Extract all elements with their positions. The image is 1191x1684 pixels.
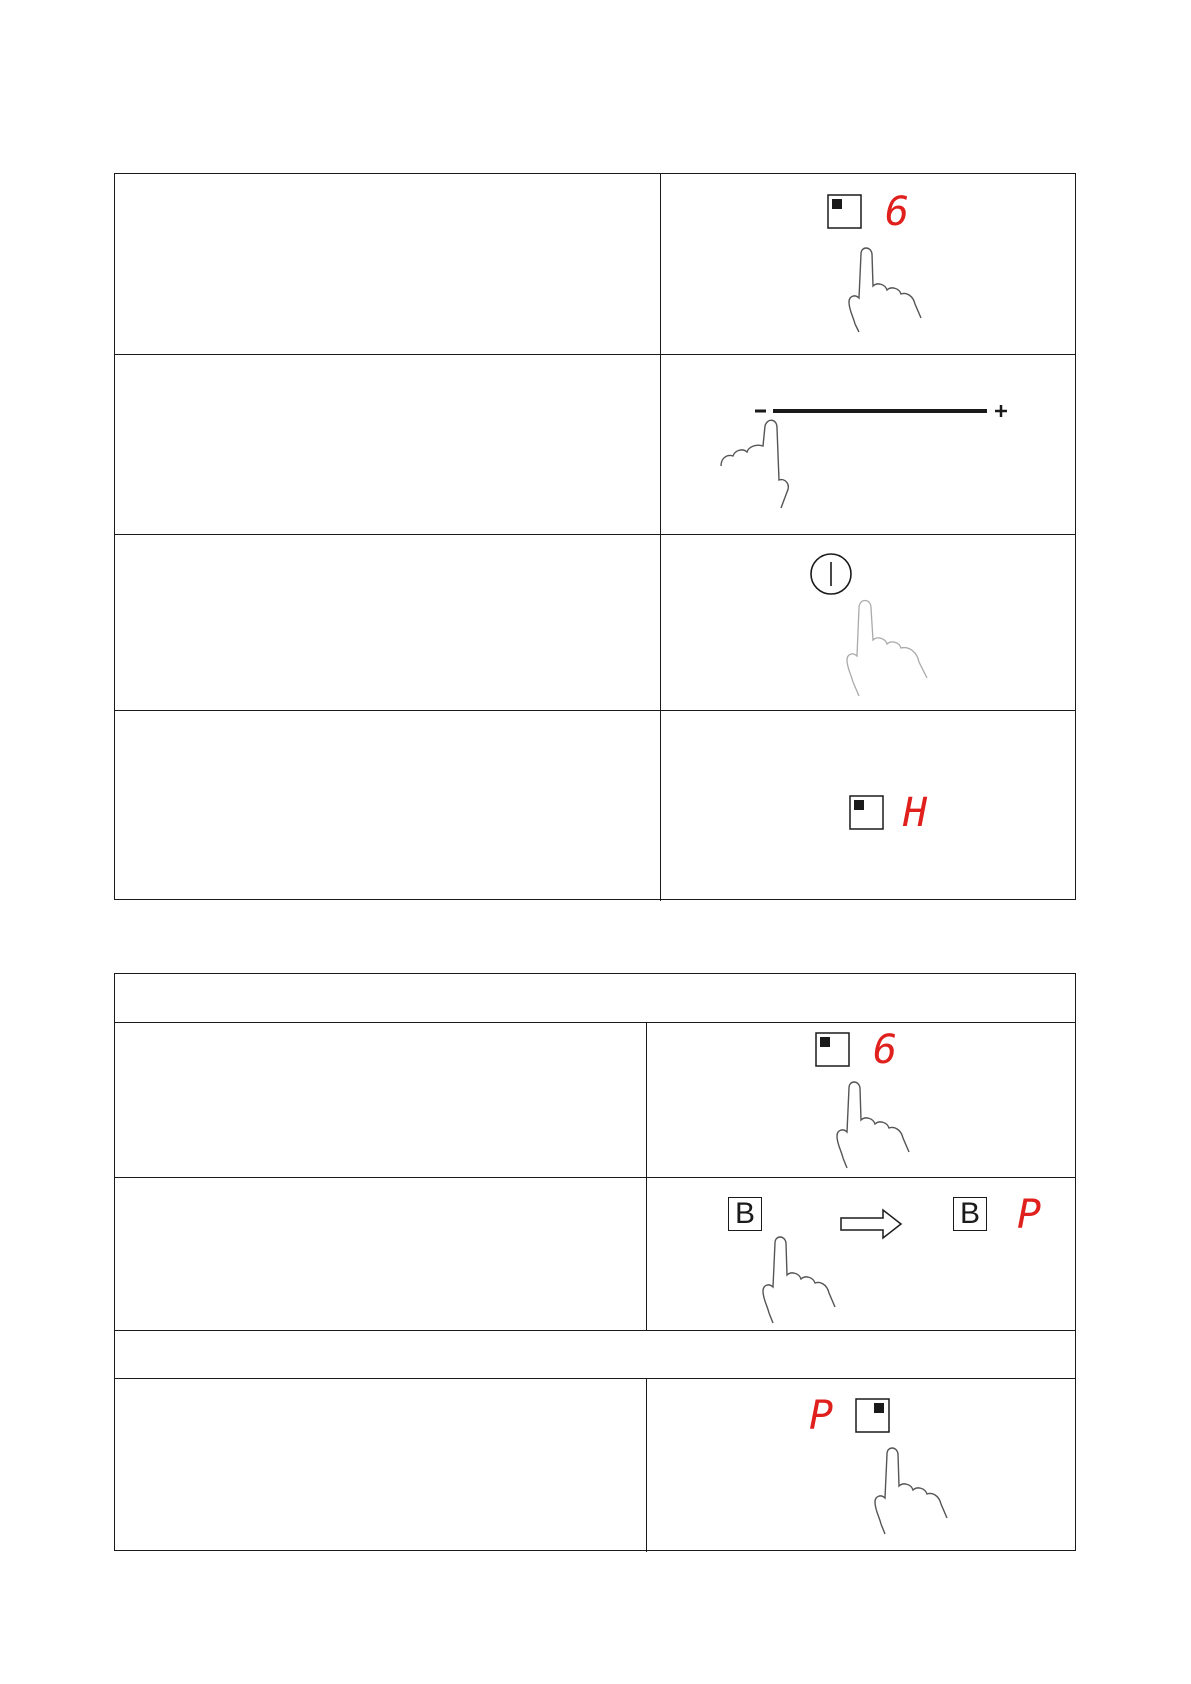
table1-row-1 [115,174,1075,354]
table1-row-2 [115,354,1075,534]
display-digit: 6 [873,1027,898,1073]
zone-select-icon [815,1032,851,1068]
finger-press-icon [839,596,969,706]
finger-press-icon [829,1078,939,1178]
zone-select-icon [855,1398,891,1434]
finger-press-icon [841,244,951,344]
instruction-table-2 [114,973,1076,1551]
table2-subheader [115,1330,1075,1378]
boost-key-icon: B [953,1197,987,1231]
display-digit: 6 [885,189,910,235]
zone-select-icon [849,795,885,831]
finger-press-icon [867,1444,977,1544]
instruction-table-1 [114,173,1076,900]
table2-row-3 [115,1378,1075,1552]
table1-row-4 [115,710,1075,901]
finger-press-icon [755,1233,865,1333]
display-digit: H [903,790,928,836]
table2-row-1 [115,1022,1075,1177]
finger-slide-icon [715,416,825,516]
boost-key-icon: B [728,1197,762,1231]
table2-row-2 [115,1177,1075,1330]
display-digit: P [1017,1192,1042,1238]
zone-select-icon [827,194,863,230]
table1-row-3 [115,534,1075,710]
table2-header [115,974,1075,1022]
display-digit: P [809,1393,834,1439]
power-icon [809,552,853,596]
